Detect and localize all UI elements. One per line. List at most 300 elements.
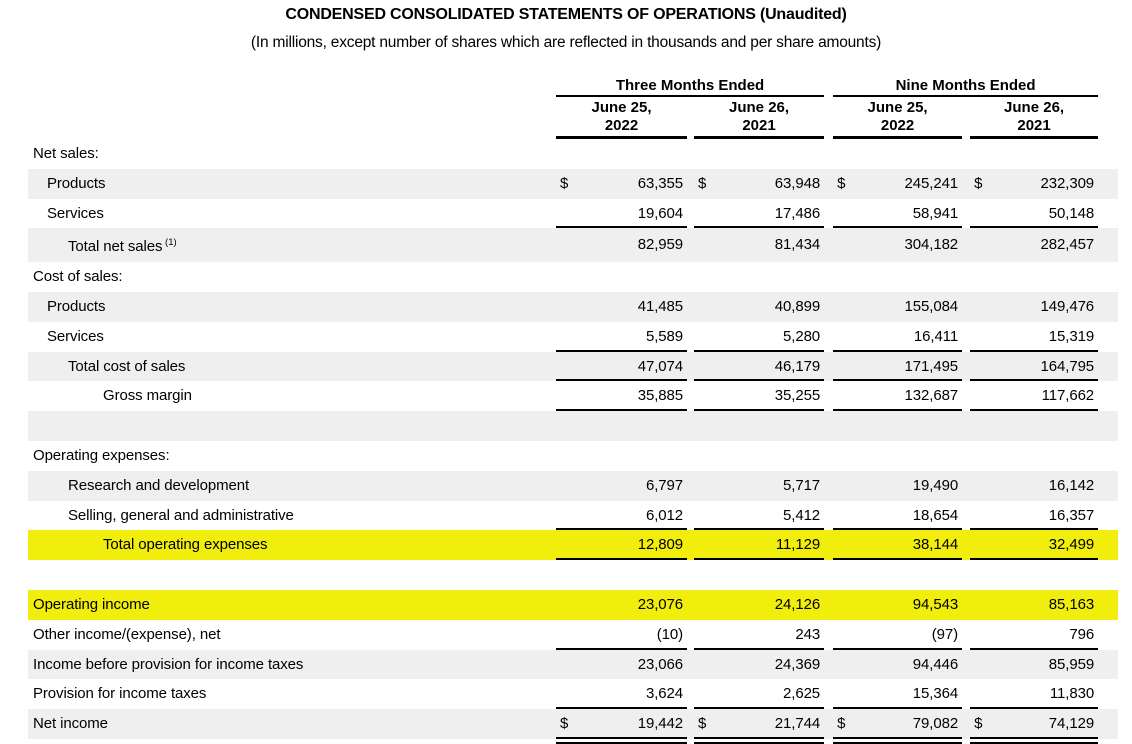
value-cell: 50,148: [992, 199, 1098, 229]
dollar-sign-cell: [556, 411, 578, 441]
value-cell: [855, 262, 962, 292]
dollar-sign-cell: [556, 139, 578, 169]
dollar-sign-cell: [556, 352, 578, 382]
row-label: Services: [47, 204, 104, 222]
value-cell: 32,499: [992, 530, 1098, 560]
date-header-1: [694, 97, 824, 139]
dollar-sign-cell: [556, 228, 578, 262]
value-cell: 15,319: [992, 322, 1098, 352]
dollar-sign-cell: [833, 322, 855, 352]
date-header-row: [28, 97, 1118, 139]
table-row: [28, 292, 1118, 322]
dollar-sign-cell: [556, 199, 578, 229]
column-gap: [687, 352, 694, 382]
dollar-sign-cell: [694, 530, 716, 560]
row-pad: [1098, 709, 1118, 739]
dollar-sign-cell: [970, 199, 992, 229]
dollar-sign-cell: [694, 228, 716, 262]
column-gap: [824, 139, 833, 169]
row-label: Cost of sales:: [33, 268, 123, 286]
column-gap: [687, 292, 694, 322]
dollar-sign-cell: [556, 262, 578, 292]
dollar-sign-cell: [556, 471, 578, 501]
row-label: [28, 411, 556, 441]
row-label: Provision for income taxes: [33, 685, 207, 703]
value-cell: [716, 262, 824, 292]
dollar-sign-cell: [833, 650, 855, 680]
column-gap: [824, 228, 833, 262]
dollar-sign-cell: [556, 501, 578, 531]
row-label: Products: [28, 169, 556, 199]
value-cell: 46,179: [716, 352, 824, 382]
table-row: [28, 322, 1118, 352]
column-gap: [687, 139, 694, 169]
date-line2: 2021: [1017, 117, 1051, 134]
dollar-sign-cell: [556, 650, 578, 680]
footnote-marker: (1): [162, 237, 177, 249]
value-cell: 6,012: [578, 501, 687, 531]
value-cell: [716, 139, 824, 169]
row-label: Gross margin: [103, 387, 192, 405]
value-cell: [855, 139, 962, 169]
dollar-sign-cell: [970, 441, 992, 471]
value-cell: 15,364: [855, 679, 962, 709]
date-line1: June 26,: [1004, 99, 1065, 116]
dollar-sign-cell: [694, 411, 716, 441]
value-cell: 16,357: [992, 501, 1098, 531]
column-gap: [962, 471, 970, 501]
value-cell: 24,369: [716, 650, 824, 680]
row-pad: [1098, 352, 1118, 382]
row-pad: [1098, 411, 1118, 441]
column-gap: [962, 739, 970, 744]
column-gap: [824, 590, 833, 620]
row-pad: [1098, 199, 1118, 229]
header-corner: [28, 97, 556, 139]
value-cell: 5,717: [716, 471, 824, 501]
table-row: [28, 352, 1118, 382]
value-cell: 19,604: [578, 199, 687, 229]
value-cell: 11,830: [992, 679, 1098, 709]
column-gap: [962, 169, 970, 199]
value-cell: 19,442: [578, 709, 687, 739]
value-cell: 58,941: [855, 199, 962, 229]
dollar-sign-cell: [970, 322, 992, 352]
column-group-row: [28, 74, 1118, 97]
dollar-sign-cell: [970, 352, 992, 382]
row-pad: [1098, 560, 1118, 590]
date-header-2: [833, 97, 962, 139]
column-gap: [824, 262, 833, 292]
value-cell: 232,309: [992, 169, 1098, 199]
blank-row: [28, 411, 1118, 441]
dollar-sign-cell: [556, 620, 578, 650]
column-gap: [824, 650, 833, 680]
value-cell: 21,744: [716, 709, 824, 739]
column-gap: [962, 620, 970, 650]
table-row: [28, 650, 1118, 680]
column-gap: [962, 679, 970, 709]
row-label: Income before provision for income taxes: [28, 650, 556, 680]
header-corner: [28, 74, 556, 97]
column-gap: [824, 199, 833, 229]
date-line1: June 25,: [591, 99, 652, 116]
value-cell: 17,486: [716, 199, 824, 229]
column-gap: [962, 292, 970, 322]
row-label: Selling, general and administrative: [68, 506, 294, 524]
column-gap: [687, 169, 694, 199]
column-gap: [962, 352, 970, 382]
dollar-sign-cell: [833, 139, 855, 169]
row-pad: [1098, 292, 1118, 322]
row-pad: [1098, 471, 1118, 501]
header-gap: [824, 74, 833, 97]
value-cell: 149,476: [992, 292, 1098, 322]
header-gap: [687, 97, 694, 139]
column-gap: [687, 381, 694, 411]
dollar-sign-cell: [556, 381, 578, 411]
header-pad: [1098, 97, 1118, 139]
row-label: Research and development: [28, 471, 556, 501]
value-cell: [578, 139, 687, 169]
column-gap: [962, 411, 970, 441]
column-gap: [962, 381, 970, 411]
date-line1: June 25,: [867, 99, 928, 116]
column-gap: [962, 322, 970, 352]
row-label: Total cost of sales: [28, 352, 556, 382]
dollar-sign-cell: [833, 292, 855, 322]
dollar-sign-cell: [556, 560, 578, 590]
value-cell: 132,687: [855, 381, 962, 411]
column-gap: [824, 620, 833, 650]
value-cell: [716, 560, 824, 590]
dollar-sign-cell: [833, 679, 855, 709]
date-line2: 2022: [880, 117, 915, 134]
statement-subtitle: (In millions, except number of shares which are reflected in thousands and per share amounts): [250, 34, 882, 51]
column-gap: [687, 650, 694, 680]
date-line2: 2021: [742, 117, 776, 134]
row-pad: [1098, 739, 1118, 744]
dollar-sign-cell: $: [694, 169, 716, 199]
column-gap: [687, 199, 694, 229]
row-pad: [1098, 650, 1118, 680]
column-gap: [687, 679, 694, 709]
header-gap: [962, 97, 970, 139]
dollar-sign-cell: [970, 292, 992, 322]
dollar-sign-cell: [694, 352, 716, 382]
value-cell: 94,446: [855, 650, 962, 680]
double-rule-segment: [833, 739, 962, 744]
dollar-sign-cell: [556, 292, 578, 322]
date-header-0: [556, 97, 687, 139]
column-gap: [687, 228, 694, 262]
table-row: [28, 139, 1118, 169]
value-cell: [578, 441, 687, 471]
dollar-sign-cell: [833, 411, 855, 441]
column-gap: [687, 620, 694, 650]
dollar-sign-cell: [694, 199, 716, 229]
dollar-sign-cell: [694, 620, 716, 650]
dollar-sign-cell: $: [970, 709, 992, 739]
dollar-sign-cell: $: [833, 169, 855, 199]
value-cell: 23,076: [578, 590, 687, 620]
value-cell: 5,412: [716, 501, 824, 531]
value-cell: 16,411: [855, 322, 962, 352]
dollar-sign-cell: [970, 590, 992, 620]
column-gap: [824, 411, 833, 441]
value-cell: [578, 560, 687, 590]
column-gap: [962, 199, 970, 229]
dollar-sign-cell: [833, 620, 855, 650]
dollar-sign-cell: [556, 530, 578, 560]
column-gap: [824, 441, 833, 471]
value-cell: 171,495: [855, 352, 962, 382]
column-gap: [824, 679, 833, 709]
value-cell: 63,948: [716, 169, 824, 199]
column-gap: [824, 501, 833, 531]
value-cell: 6,797: [578, 471, 687, 501]
column-gap: [687, 709, 694, 739]
row-pad: [1098, 530, 1118, 560]
column-gap: [962, 262, 970, 292]
value-cell: [992, 411, 1098, 441]
dollar-sign-cell: [970, 262, 992, 292]
value-cell: 74,129: [992, 709, 1098, 739]
dollar-sign-cell: [833, 501, 855, 531]
value-cell: 63,355: [578, 169, 687, 199]
value-cell: (10): [578, 620, 687, 650]
value-cell: 47,074: [578, 352, 687, 382]
value-cell: 35,255: [716, 381, 824, 411]
table-row: [28, 441, 1118, 471]
dollar-sign-cell: [833, 228, 855, 262]
value-cell: [716, 411, 824, 441]
dollar-sign-cell: [970, 471, 992, 501]
dollar-sign-cell: [970, 381, 992, 411]
dollar-sign-cell: [970, 139, 992, 169]
table-row: [28, 590, 1118, 620]
value-cell: 5,280: [716, 322, 824, 352]
column-gap: [962, 228, 970, 262]
spacer-label: [28, 739, 556, 744]
value-cell: 245,241: [855, 169, 962, 199]
column-gap: [962, 560, 970, 590]
column-gap: [962, 139, 970, 169]
blank-row: [28, 560, 1118, 590]
column-gap: [824, 381, 833, 411]
table-row: [28, 262, 1118, 292]
dollar-sign-cell: [970, 679, 992, 709]
table-row: [28, 169, 1118, 199]
column-gap: [962, 441, 970, 471]
value-cell: [578, 262, 687, 292]
column-gap: [824, 709, 833, 739]
dollar-sign-cell: $: [694, 709, 716, 739]
value-cell: 282,457: [992, 228, 1098, 262]
table-header: [28, 74, 1118, 139]
column-gap: [687, 560, 694, 590]
value-cell: [992, 139, 1098, 169]
table-row: [28, 228, 1118, 262]
value-cell: 82,959: [578, 228, 687, 262]
table-row: [28, 530, 1118, 560]
header-gap: [824, 97, 833, 139]
column-gap: [962, 709, 970, 739]
value-cell: [855, 411, 962, 441]
dollar-sign-cell: [970, 560, 992, 590]
column-group-label-1: Nine Months Ended: [833, 74, 1098, 97]
table-row: [28, 501, 1118, 531]
column-gap: [824, 739, 833, 744]
table-body: [28, 139, 1118, 744]
double-rule-segment: [970, 739, 1098, 744]
dollar-sign-cell: [833, 530, 855, 560]
dollar-sign-cell: [694, 501, 716, 531]
dollar-sign-cell: [694, 322, 716, 352]
dollar-sign-cell: [694, 441, 716, 471]
row-pad: [1098, 381, 1118, 411]
row-label: Operating expenses:: [33, 446, 170, 464]
column-gap: [824, 322, 833, 352]
value-cell: 243: [716, 620, 824, 650]
dollar-sign-cell: [970, 411, 992, 441]
column-gap: [824, 530, 833, 560]
dollar-sign-cell: [694, 650, 716, 680]
value-cell: 23,066: [578, 650, 687, 680]
dollar-sign-cell: [970, 650, 992, 680]
dollar-sign-cell: [694, 139, 716, 169]
value-cell: (97): [855, 620, 962, 650]
row-label: Total net sales $^{(1)}$: [28, 228, 556, 262]
dollar-sign-cell: $: [556, 709, 578, 739]
dollar-sign-cell: [833, 352, 855, 382]
row-pad: [1098, 501, 1118, 531]
dollar-sign-cell: $: [833, 709, 855, 739]
double-rule-segment: [556, 739, 687, 744]
row-pad: [1098, 139, 1118, 169]
column-gap: [687, 530, 694, 560]
dollar-sign-cell: [970, 620, 992, 650]
dollar-sign-cell: [970, 228, 992, 262]
value-cell: 40,899: [716, 292, 824, 322]
value-cell: 41,485: [578, 292, 687, 322]
column-gap: [687, 739, 694, 744]
dollar-sign-cell: [556, 590, 578, 620]
dollar-sign-cell: [833, 262, 855, 292]
double-rule-segment: [694, 739, 824, 744]
column-gap: [687, 590, 694, 620]
dollar-sign-cell: [694, 590, 716, 620]
column-gap: [687, 262, 694, 292]
dollar-sign-cell: [694, 471, 716, 501]
column-gap: [824, 560, 833, 590]
row-label: Net sales:: [33, 145, 99, 162]
dollar-sign-cell: [556, 679, 578, 709]
row-label: [28, 560, 556, 590]
operations-table: [28, 74, 1118, 744]
table-row: [28, 620, 1118, 650]
row-pad: [1098, 590, 1118, 620]
table-row: [28, 709, 1118, 739]
dollar-sign-cell: $: [556, 169, 578, 199]
value-cell: 19,490: [855, 471, 962, 501]
row-label: Total operating expenses: [28, 530, 556, 560]
value-cell: [992, 262, 1098, 292]
column-group-label-0: Three Months Ended: [556, 74, 824, 97]
column-gap: [824, 471, 833, 501]
dollar-sign-cell: $: [970, 169, 992, 199]
dollar-sign-cell: [833, 381, 855, 411]
row-label: Services: [47, 327, 104, 345]
dollar-sign-cell: [970, 501, 992, 531]
dollar-sign-cell: [556, 322, 578, 352]
column-gap: [824, 169, 833, 199]
dollar-sign-cell: [833, 590, 855, 620]
row-pad: [1098, 441, 1118, 471]
statement-title: CONDENSED CONSOLIDATED STATEMENTS OF OPERATIONS (Unaudited): [285, 6, 847, 23]
column-gap: [962, 650, 970, 680]
column-gap: [687, 322, 694, 352]
column-gap: [687, 411, 694, 441]
column-gap: [687, 441, 694, 471]
row-pad: [1098, 620, 1118, 650]
dollar-sign-cell: [694, 292, 716, 322]
column-gap: [824, 292, 833, 322]
column-gap: [687, 471, 694, 501]
row-label: Other income/(expense), net: [33, 625, 221, 643]
value-cell: 304,182: [855, 228, 962, 262]
value-cell: 94,543: [855, 590, 962, 620]
value-cell: [855, 560, 962, 590]
table-row: [28, 679, 1118, 709]
column-gap: [687, 501, 694, 531]
header-pad: [1098, 74, 1118, 97]
dollar-sign-cell: [556, 441, 578, 471]
value-cell: 117,662: [992, 381, 1098, 411]
row-pad: [1098, 228, 1118, 262]
dollar-sign-cell: [833, 441, 855, 471]
value-cell: [992, 441, 1098, 471]
value-cell: 12,809: [578, 530, 687, 560]
column-gap: [824, 352, 833, 382]
value-cell: 24,126: [716, 590, 824, 620]
column-gap: [962, 501, 970, 531]
value-cell: [578, 411, 687, 441]
value-cell: 2,625: [716, 679, 824, 709]
row-pad: [1098, 322, 1118, 352]
value-cell: [992, 560, 1098, 590]
dollar-sign-cell: [833, 471, 855, 501]
dollar-sign-cell: [694, 262, 716, 292]
row-pad: [1098, 169, 1118, 199]
value-cell: 35,885: [578, 381, 687, 411]
value-cell: [855, 441, 962, 471]
row-label: Products: [28, 292, 556, 322]
dollar-sign-cell: [694, 381, 716, 411]
row-label: Net income: [28, 709, 556, 739]
value-cell: 79,082: [855, 709, 962, 739]
dollar-sign-cell: [833, 560, 855, 590]
date-line2: 2022: [604, 117, 639, 134]
value-cell: 164,795: [992, 352, 1098, 382]
dollar-sign-cell: [970, 530, 992, 560]
value-cell: 155,084: [855, 292, 962, 322]
row-label: Operating income: [28, 590, 556, 620]
value-cell: [716, 441, 824, 471]
value-cell: 16,142: [992, 471, 1098, 501]
table-row: [28, 471, 1118, 501]
column-gap: [962, 590, 970, 620]
